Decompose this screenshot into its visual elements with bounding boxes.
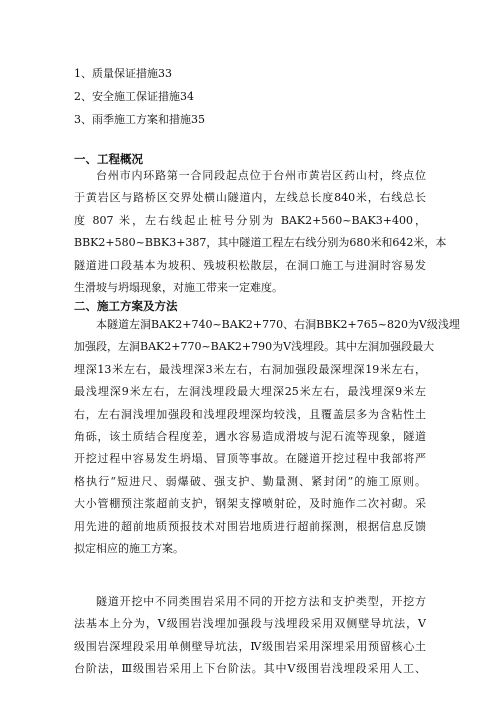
paragraph-line: 最浅埋深9米左右，左洞浅埋段最大埋深25米左右，最浅埋深9米左 bbox=[74, 385, 426, 399]
method-paragraph-2 bbox=[74, 591, 426, 681]
paragraph-line: 台阶法，Ⅲ级围岩采用上下台阶法。其中Ⅴ级围岩浅埋段采用人工、 bbox=[74, 662, 426, 676]
paragraph-line: 右，左右洞浅埋加强段和浅埋段埋深均较浅，且覆盖层多为含粘性土 bbox=[74, 407, 426, 421]
method-paragraph-1 bbox=[74, 314, 460, 560]
paragraph-line: 大小管棚预注浆超前支护，钢架支撑喷射砼，及时施作二次衬砌。采 bbox=[74, 497, 426, 511]
paragraph-line: 埋深13米左右，最浅埋深3米左右，右洞加强段最深埋深19米左右， bbox=[74, 362, 426, 376]
paragraph-line: 于黄岩区与路桥区交界处横山隧道内，左线总长度840米，右线总长 bbox=[74, 191, 426, 205]
paragraph-line: 加强段，左洞BAK2+770~BAK2+790为Ⅴ浅埋段。其中左洞加强段最大 bbox=[74, 340, 435, 354]
paragraph-line: 隧道开挖中不同类围岩采用不同的开挖方法和支护类型，开挖方 bbox=[96, 595, 426, 608]
paragraph-line: 格执行“短进尺、弱爆破、强支护、勤量测、紧封闭”的施工原则。 bbox=[74, 474, 426, 488]
section-heading-method: 二、施工方案及方法 bbox=[74, 299, 178, 313]
paragraph-line: 法基本上分为，Ⅴ级围岩浅埋加强段与浅埋段采用双侧壁导坑法，Ⅴ bbox=[74, 617, 426, 631]
paragraph-line: 本隧道左洞BAK2+740~BAK2+770、右洞BBK2+765~820为Ⅴ级浅埋 bbox=[96, 318, 460, 331]
toc-item: 3、雨季施工方案和措施35 bbox=[74, 113, 205, 126]
toc-list bbox=[74, 62, 205, 131]
paragraph-line: 度 807 米，左右线起止桩号分别为 BAK2+560~BAK3+400， bbox=[74, 213, 426, 227]
paragraph-line: 开挖过程中容易发生坍塌、冒顶等事故。在隧道开挖过程中我部将严 bbox=[74, 452, 426, 466]
paragraph-line: 台州市内环路第一合同段起点位于台州市黄岩区药山村，终点位 bbox=[96, 169, 426, 182]
overview-paragraph bbox=[74, 165, 447, 299]
toc-item: 1、质量保证措施33 bbox=[74, 67, 172, 80]
section-heading-overview: 一、工程概况 bbox=[74, 152, 143, 166]
paragraph-line: 拟定相应的施工方案。 bbox=[74, 541, 184, 555]
toc-item: 2、安全施工保证措施34 bbox=[74, 90, 194, 103]
paragraph-line: 隧道进口段基本为坡积、残坡积松散层，在洞口施工与进洞时容易发 bbox=[74, 258, 426, 272]
paragraph-line: 级围岩深埋段采用单侧壁导坑法，Ⅳ级围岩采用深埋采用预留核心土 bbox=[74, 639, 426, 653]
paragraph-line: 角砾，该土质结合程度差，遇水容易造成滑坡与泥石流等现象，隧道 bbox=[74, 429, 426, 443]
paragraph-line: BBK2+580~BBK3+387，其中隧道工程左右线分别为680米和642米，本 bbox=[74, 236, 447, 250]
paragraph-line: 生滑坡与坍塌现象，对施工带来一定难度。 bbox=[74, 280, 283, 294]
paragraph-line: 用先进的超前地质预报技术对围岩地质进行超前探测，根据信息反馈 bbox=[74, 519, 426, 533]
